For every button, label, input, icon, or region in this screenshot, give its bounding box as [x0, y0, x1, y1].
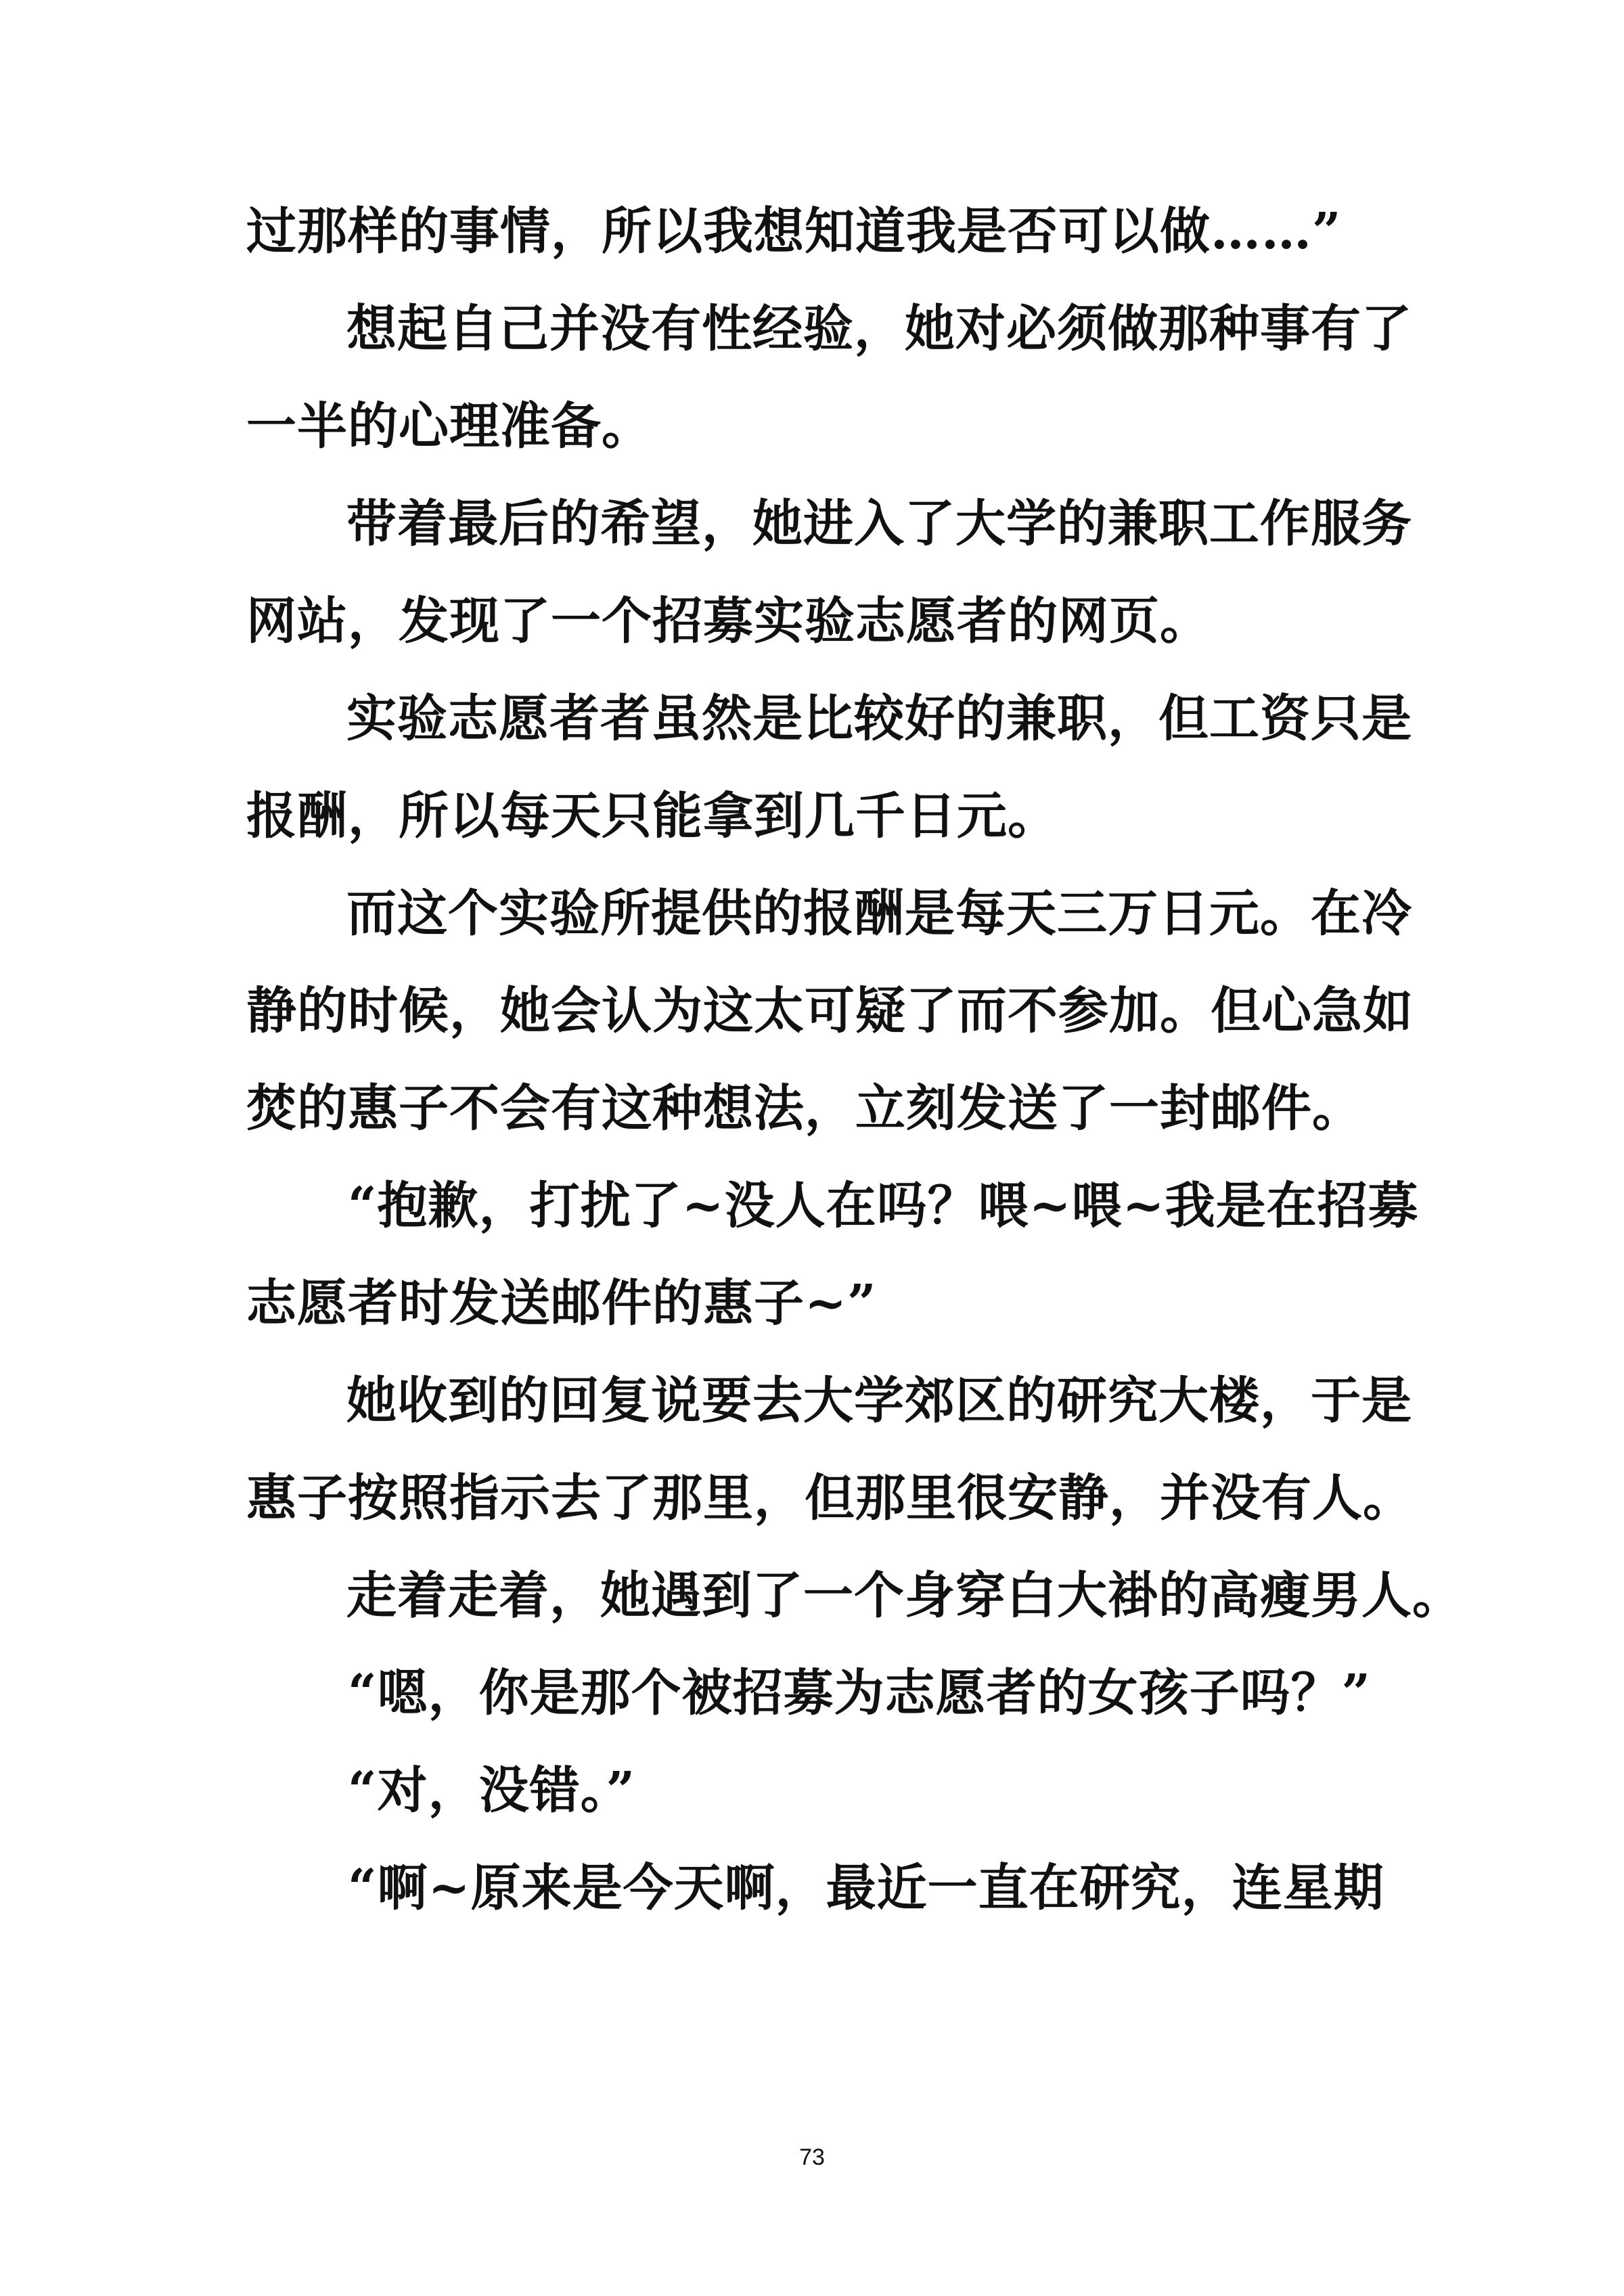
text-line: 志愿者时发送邮件的惠子~” — [246, 1274, 877, 1332]
text-line: 带着最后的希望，她进入了大学的兼职工作服务 — [346, 495, 1412, 553]
text-line: 想起自己并没有性经验，她对必须做那种事有了 — [346, 300, 1412, 358]
text-line: “嗯，你是那个被招募为志愿者的女孩子吗？” — [348, 1664, 1372, 1722]
text-line: 她收到的回复说要去大学郊区的研究大楼，于是 — [346, 1372, 1412, 1430]
text-line: “抱歉，打扰了~没人在吗？喂~喂~我是在招募 — [348, 1177, 1419, 1235]
text-line: 网站，发现了一个招募实验志愿者的网页。 — [246, 592, 1211, 650]
text-line: 实验志愿者者虽然是比较好的兼职，但工资只是 — [346, 690, 1412, 748]
text-line: 过那样的事情，所以我想知道我是否可以做……” — [246, 202, 1342, 261]
text-line: 而这个实验所提供的报酬是每天三万日元。在冷 — [346, 884, 1412, 943]
text-line: 惠子按照指示去了那里，但那里很安静，并没有人。 — [246, 1469, 1414, 1527]
text-line: “啊~原来是今天啊，最近一直在研究，连星期 — [348, 1859, 1384, 1917]
body-text — [246, 183, 1463, 1937]
text-line: 走着走着，她遇到了一个身穿白大褂的高瘦男人。 — [346, 1567, 1463, 1625]
text-line: “对，没错。” — [348, 1761, 636, 1820]
text-line: 静的时候，她会认为这太可疑了而不参加。但心急如 — [246, 982, 1414, 1040]
text-line: 报酬，所以每天只能拿到几千日元。 — [246, 787, 1058, 845]
text-line: 一半的心理准备。 — [246, 397, 652, 455]
page-number: 73 — [799, 2144, 825, 2170]
text-line: 焚的惠子不会有这种想法，立刻发送了一封邮件。 — [246, 1079, 1363, 1138]
